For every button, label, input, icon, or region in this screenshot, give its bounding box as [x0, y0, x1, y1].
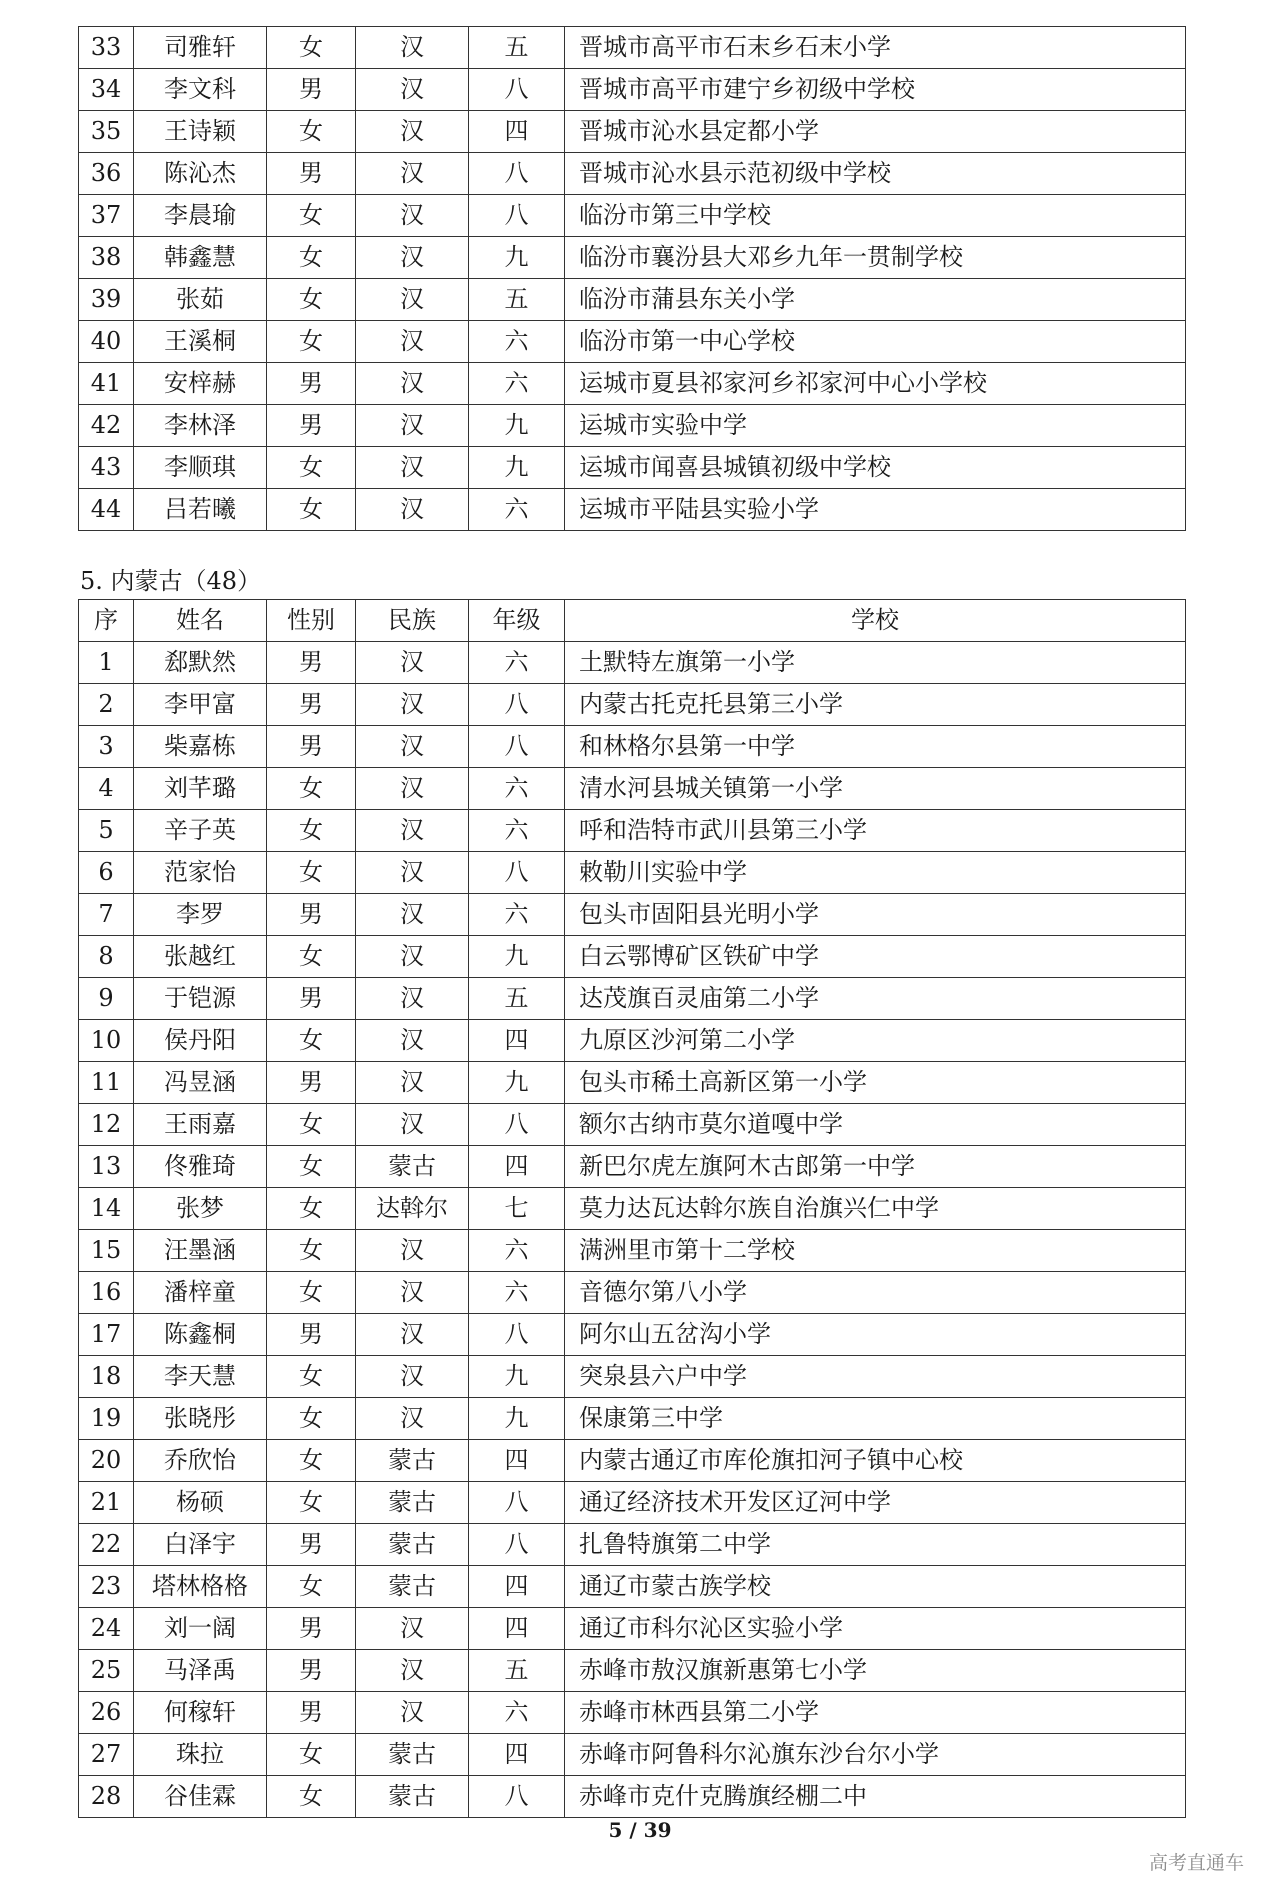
- cell-name: 塔林格格: [134, 1566, 267, 1608]
- table-row: [79, 1272, 1186, 1314]
- cell-gender: 女: [267, 1272, 356, 1314]
- cell-grade: 五: [469, 27, 565, 69]
- table-header-row: [79, 600, 1186, 642]
- cell-gender: 女: [267, 1188, 356, 1230]
- cell-name: 佟雅琦: [134, 1146, 267, 1188]
- cell-no: 10: [79, 1020, 134, 1062]
- table-row: [79, 153, 1186, 195]
- cell-grade: 四: [469, 1566, 565, 1608]
- cell-ethnicity: 汉: [356, 279, 469, 321]
- cell-name: 侯丹阳: [134, 1020, 267, 1062]
- cell-gender: 男: [267, 1692, 356, 1734]
- cell-name: 李甲富: [134, 684, 267, 726]
- cell-no: 24: [79, 1608, 134, 1650]
- cell-ethnicity: 汉: [356, 363, 469, 405]
- cell-name: 李文科: [134, 69, 267, 111]
- page-number: 5 / 39: [608, 1818, 672, 1842]
- cell-gender: 男: [267, 153, 356, 195]
- cell-gender: 女: [267, 1230, 356, 1272]
- cell-school: 运城市闻喜县城镇初级中学校: [565, 447, 1186, 489]
- cell-school: 白云鄂博矿区铁矿中学: [565, 936, 1186, 978]
- cell-name: 李天慧: [134, 1356, 267, 1398]
- table-row: [79, 1356, 1186, 1398]
- cell-gender: 女: [267, 1734, 356, 1776]
- cell-grade: 六: [469, 768, 565, 810]
- cell-grade: 八: [469, 684, 565, 726]
- cell-ethnicity: 汉: [356, 69, 469, 111]
- cell-gender: 男: [267, 363, 356, 405]
- table-row: [79, 1524, 1186, 1566]
- cell-gender: 男: [267, 684, 356, 726]
- cell-ethnicity: 汉: [356, 237, 469, 279]
- cell-no: 6: [79, 852, 134, 894]
- header-grade: 年级: [469, 600, 565, 642]
- cell-grade: 九: [469, 237, 565, 279]
- cell-name: 李晨瑜: [134, 195, 267, 237]
- cell-grade: 六: [469, 810, 565, 852]
- cell-no: 44: [79, 489, 134, 531]
- cell-no: 18: [79, 1356, 134, 1398]
- cell-school: 清水河县城关镇第一小学: [565, 768, 1186, 810]
- cell-name: 陈沁杰: [134, 153, 267, 195]
- cell-name: 何稼轩: [134, 1692, 267, 1734]
- cell-name: 张越红: [134, 936, 267, 978]
- cell-school: 赤峰市阿鲁科尔沁旗东沙台尔小学: [565, 1734, 1186, 1776]
- cell-name: 汪墨涵: [134, 1230, 267, 1272]
- header-name: 姓名: [134, 600, 267, 642]
- cell-grade: 四: [469, 1608, 565, 1650]
- table-row: [79, 237, 1186, 279]
- cell-school: 内蒙古通辽市库伦旗扣河子镇中心校: [565, 1440, 1186, 1482]
- cell-ethnicity: 蒙古: [356, 1524, 469, 1566]
- cell-ethnicity: 汉: [356, 1104, 469, 1146]
- cell-school: 赤峰市克什克腾旗经棚二中: [565, 1776, 1186, 1818]
- cell-ethnicity: 汉: [356, 936, 469, 978]
- cell-ethnicity: 汉: [356, 153, 469, 195]
- cell-name: 潘梓童: [134, 1272, 267, 1314]
- table-row: [79, 1398, 1186, 1440]
- cell-grade: 九: [469, 405, 565, 447]
- cell-ethnicity: 汉: [356, 894, 469, 936]
- cell-ethnicity: 汉: [356, 447, 469, 489]
- cell-school: 阿尔山五岔沟小学: [565, 1314, 1186, 1356]
- cell-gender: 女: [267, 852, 356, 894]
- cell-school: 敕勒川实验中学: [565, 852, 1186, 894]
- cell-no: 16: [79, 1272, 134, 1314]
- cell-ethnicity: 汉: [356, 27, 469, 69]
- cell-grade: 九: [469, 1356, 565, 1398]
- cell-name: 韩鑫慧: [134, 237, 267, 279]
- table-row: [79, 810, 1186, 852]
- cell-ethnicity: 汉: [356, 768, 469, 810]
- cell-no: 1: [79, 642, 134, 684]
- cell-grade: 八: [469, 1104, 565, 1146]
- cell-ethnicity: 蒙古: [356, 1146, 469, 1188]
- cell-name: 张梦: [134, 1188, 267, 1230]
- table-row: [79, 1188, 1186, 1230]
- cell-grade: 六: [469, 1230, 565, 1272]
- cell-school: 包头市固阳县光明小学: [565, 894, 1186, 936]
- cell-no: 3: [79, 726, 134, 768]
- cell-school: 晋城市高平市石末乡石末小学: [565, 27, 1186, 69]
- cell-no: 20: [79, 1440, 134, 1482]
- cell-no: 35: [79, 111, 134, 153]
- cell-name: 张晓彤: [134, 1398, 267, 1440]
- table-row: [79, 1020, 1186, 1062]
- cell-school: 扎鲁特旗第二中学: [565, 1524, 1186, 1566]
- cell-gender: 男: [267, 1062, 356, 1104]
- cell-grade: 六: [469, 1692, 565, 1734]
- cell-school: 和林格尔县第一中学: [565, 726, 1186, 768]
- cell-ethnicity: 汉: [356, 1314, 469, 1356]
- cell-name: 安梓赫: [134, 363, 267, 405]
- cell-gender: 男: [267, 894, 356, 936]
- cell-grade: 四: [469, 111, 565, 153]
- cell-ethnicity: 达斡尔: [356, 1188, 469, 1230]
- cell-school: 临汾市第三中学校: [565, 195, 1186, 237]
- cell-name: 白泽宇: [134, 1524, 267, 1566]
- cell-grade: 六: [469, 642, 565, 684]
- cell-ethnicity: 蒙古: [356, 1566, 469, 1608]
- cell-ethnicity: 蒙古: [356, 1482, 469, 1524]
- table-row: [79, 1062, 1186, 1104]
- cell-school: 满洲里市第十二学校: [565, 1230, 1186, 1272]
- student-table-continued: [78, 26, 1186, 531]
- cell-gender: 女: [267, 810, 356, 852]
- cell-gender: 女: [267, 1776, 356, 1818]
- cell-ethnicity: 汉: [356, 642, 469, 684]
- cell-ethnicity: 汉: [356, 1692, 469, 1734]
- cell-gender: 男: [267, 1524, 356, 1566]
- cell-no: 34: [79, 69, 134, 111]
- cell-school: 内蒙古托克托县第三小学: [565, 684, 1186, 726]
- cell-name: 珠拉: [134, 1734, 267, 1776]
- cell-gender: 女: [267, 489, 356, 531]
- cell-name: 冯昱涵: [134, 1062, 267, 1104]
- cell-grade: 五: [469, 279, 565, 321]
- header-school: 学校: [565, 600, 1186, 642]
- cell-school: 土默特左旗第一小学: [565, 642, 1186, 684]
- cell-school: 包头市稀土高新区第一小学: [565, 1062, 1186, 1104]
- cell-no: 38: [79, 237, 134, 279]
- cell-no: 12: [79, 1104, 134, 1146]
- table-row: [79, 489, 1186, 531]
- cell-gender: 女: [267, 1566, 356, 1608]
- cell-grade: 六: [469, 1272, 565, 1314]
- cell-ethnicity: 汉: [356, 1272, 469, 1314]
- cell-name: 王溪桐: [134, 321, 267, 363]
- cell-no: 4: [79, 768, 134, 810]
- cell-school: 通辽市科尔沁区实验小学: [565, 1608, 1186, 1650]
- cell-no: 39: [79, 279, 134, 321]
- cell-grade: 四: [469, 1146, 565, 1188]
- cell-school: 运城市实验中学: [565, 405, 1186, 447]
- cell-school: 临汾市蒲县东关小学: [565, 279, 1186, 321]
- cell-gender: 男: [267, 69, 356, 111]
- cell-grade: 九: [469, 936, 565, 978]
- table-row: [79, 1650, 1186, 1692]
- cell-grade: 八: [469, 1524, 565, 1566]
- table-row: [79, 1692, 1186, 1734]
- cell-no: 15: [79, 1230, 134, 1272]
- cell-gender: 女: [267, 447, 356, 489]
- table-row: [79, 768, 1186, 810]
- cell-school: 呼和浩特市武川县第三小学: [565, 810, 1186, 852]
- cell-no: 5: [79, 810, 134, 852]
- cell-ethnicity: 汉: [356, 1062, 469, 1104]
- cell-ethnicity: 汉: [356, 195, 469, 237]
- table-row: [79, 1230, 1186, 1272]
- cell-school: 新巴尔虎左旗阿木古郎第一中学: [565, 1146, 1186, 1188]
- cell-gender: 女: [267, 1398, 356, 1440]
- cell-school: 晋城市沁水县定都小学: [565, 111, 1186, 153]
- cell-ethnicity: 蒙古: [356, 1776, 469, 1818]
- table-row: [79, 195, 1186, 237]
- cell-name: 李罗: [134, 894, 267, 936]
- cell-gender: 女: [267, 1146, 356, 1188]
- cell-gender: 女: [267, 1482, 356, 1524]
- cell-grade: 六: [469, 489, 565, 531]
- cell-no: 8: [79, 936, 134, 978]
- cell-no: 28: [79, 1776, 134, 1818]
- cell-ethnicity: 汉: [356, 1398, 469, 1440]
- cell-school: 九原区沙河第二小学: [565, 1020, 1186, 1062]
- cell-gender: 女: [267, 279, 356, 321]
- cell-grade: 八: [469, 1482, 565, 1524]
- cell-school: 音德尔第八小学: [565, 1272, 1186, 1314]
- cell-ethnicity: 汉: [356, 684, 469, 726]
- cell-ethnicity: 汉: [356, 726, 469, 768]
- cell-school: 达茂旗百灵庙第二小学: [565, 978, 1186, 1020]
- cell-grade: 八: [469, 195, 565, 237]
- cell-ethnicity: 汉: [356, 852, 469, 894]
- cell-name: 杨硕: [134, 1482, 267, 1524]
- table-row: [79, 726, 1186, 768]
- table-row: [79, 684, 1186, 726]
- cell-gender: 女: [267, 1104, 356, 1146]
- cell-name: 李林泽: [134, 405, 267, 447]
- student-table-inner-mongolia: [78, 599, 1186, 1818]
- cell-grade: 九: [469, 447, 565, 489]
- cell-ethnicity: 汉: [356, 111, 469, 153]
- cell-gender: 男: [267, 978, 356, 1020]
- table-row: [79, 405, 1186, 447]
- table-row: [79, 1440, 1186, 1482]
- table-row: [79, 978, 1186, 1020]
- cell-no: 7: [79, 894, 134, 936]
- cell-gender: 女: [267, 111, 356, 153]
- cell-name: 刘一阔: [134, 1608, 267, 1650]
- cell-name: 马泽禹: [134, 1650, 267, 1692]
- cell-name: 刘芊璐: [134, 768, 267, 810]
- cell-gender: 女: [267, 27, 356, 69]
- cell-grade: 五: [469, 1650, 565, 1692]
- cell-ethnicity: 汉: [356, 1650, 469, 1692]
- cell-ethnicity: 汉: [356, 405, 469, 447]
- cell-gender: 女: [267, 1440, 356, 1482]
- cell-grade: 九: [469, 1062, 565, 1104]
- cell-ethnicity: 汉: [356, 810, 469, 852]
- cell-grade: 六: [469, 894, 565, 936]
- cell-no: 9: [79, 978, 134, 1020]
- table-row: [79, 1776, 1186, 1818]
- cell-grade: 八: [469, 1314, 565, 1356]
- table-row: [79, 321, 1186, 363]
- cell-name: 王诗颖: [134, 111, 267, 153]
- cell-ethnicity: 汉: [356, 978, 469, 1020]
- cell-ethnicity: 汉: [356, 489, 469, 531]
- cell-grade: 七: [469, 1188, 565, 1230]
- table-row: [79, 1146, 1186, 1188]
- cell-ethnicity: 汉: [356, 1020, 469, 1062]
- table-row: [79, 936, 1186, 978]
- cell-name: 王雨嘉: [134, 1104, 267, 1146]
- cell-no: 40: [79, 321, 134, 363]
- cell-gender: 男: [267, 1650, 356, 1692]
- cell-school: 赤峰市林西县第二小学: [565, 1692, 1186, 1734]
- cell-no: 22: [79, 1524, 134, 1566]
- cell-ethnicity: 蒙古: [356, 1440, 469, 1482]
- cell-school: 运城市夏县祁家河乡祁家河中心小学校: [565, 363, 1186, 405]
- table-row: [79, 1734, 1186, 1776]
- cell-no: 37: [79, 195, 134, 237]
- cell-gender: 男: [267, 405, 356, 447]
- cell-name: 乔欣怡: [134, 1440, 267, 1482]
- table-row: [79, 894, 1186, 936]
- cell-gender: 女: [267, 768, 356, 810]
- cell-school: 莫力达瓦达斡尔族自治旗兴仁中学: [565, 1188, 1186, 1230]
- cell-no: 36: [79, 153, 134, 195]
- cell-no: 13: [79, 1146, 134, 1188]
- watermark: 高考直通车: [1148, 1852, 1244, 1874]
- section-title: 5. 内蒙古（48）: [80, 567, 262, 595]
- cell-name: 郄默然: [134, 642, 267, 684]
- cell-school: 额尔古纳市莫尔道嘎中学: [565, 1104, 1186, 1146]
- cell-grade: 八: [469, 1776, 565, 1818]
- table-row: [79, 642, 1186, 684]
- table-row: [79, 27, 1186, 69]
- cell-name: 李顺琪: [134, 447, 267, 489]
- cell-school: 保康第三中学: [565, 1398, 1186, 1440]
- cell-grade: 五: [469, 978, 565, 1020]
- cell-gender: 女: [267, 936, 356, 978]
- cell-no: 21: [79, 1482, 134, 1524]
- cell-ethnicity: 汉: [356, 1608, 469, 1650]
- cell-name: 张茹: [134, 279, 267, 321]
- cell-no: 41: [79, 363, 134, 405]
- cell-name: 范家怡: [134, 852, 267, 894]
- cell-school: 通辽经济技术开发区辽河中学: [565, 1482, 1186, 1524]
- cell-no: 19: [79, 1398, 134, 1440]
- cell-grade: 四: [469, 1734, 565, 1776]
- cell-no: 33: [79, 27, 134, 69]
- cell-grade: 四: [469, 1440, 565, 1482]
- cell-no: 23: [79, 1566, 134, 1608]
- cell-ethnicity: 汉: [356, 1230, 469, 1272]
- cell-name: 吕若曦: [134, 489, 267, 531]
- cell-gender: 女: [267, 237, 356, 279]
- cell-grade: 八: [469, 69, 565, 111]
- cell-no: 17: [79, 1314, 134, 1356]
- cell-no: 25: [79, 1650, 134, 1692]
- table-row: [79, 363, 1186, 405]
- cell-name: 辛子英: [134, 810, 267, 852]
- cell-gender: 男: [267, 1608, 356, 1650]
- cell-school: 临汾市第一中心学校: [565, 321, 1186, 363]
- cell-grade: 八: [469, 726, 565, 768]
- cell-grade: 八: [469, 852, 565, 894]
- cell-school: 通辽市蒙古族学校: [565, 1566, 1186, 1608]
- table-row: [79, 1608, 1186, 1650]
- table-row: [79, 1314, 1186, 1356]
- cell-gender: 女: [267, 321, 356, 363]
- table-row: [79, 852, 1186, 894]
- cell-ethnicity: 汉: [356, 1356, 469, 1398]
- cell-name: 谷佳霖: [134, 1776, 267, 1818]
- header-no: 序: [79, 600, 134, 642]
- cell-no: 27: [79, 1734, 134, 1776]
- table-row: [79, 69, 1186, 111]
- cell-no: 43: [79, 447, 134, 489]
- header-gender: 性别: [267, 600, 356, 642]
- cell-grade: 四: [469, 1020, 565, 1062]
- cell-school: 运城市平陆县实验小学: [565, 489, 1186, 531]
- cell-ethnicity: 汉: [356, 321, 469, 363]
- cell-name: 陈鑫桐: [134, 1314, 267, 1356]
- cell-grade: 六: [469, 321, 565, 363]
- table-row: [79, 1104, 1186, 1146]
- table-row: [79, 447, 1186, 489]
- cell-gender: 女: [267, 1356, 356, 1398]
- cell-no: 14: [79, 1188, 134, 1230]
- cell-name: 于铠源: [134, 978, 267, 1020]
- cell-no: 26: [79, 1692, 134, 1734]
- table-row: [79, 1566, 1186, 1608]
- cell-school: 赤峰市敖汉旗新惠第七小学: [565, 1650, 1186, 1692]
- table-row: [79, 111, 1186, 153]
- cell-no: 42: [79, 405, 134, 447]
- cell-grade: 九: [469, 1398, 565, 1440]
- cell-gender: 男: [267, 1314, 356, 1356]
- cell-gender: 男: [267, 726, 356, 768]
- table-row: [79, 279, 1186, 321]
- cell-no: 2: [79, 684, 134, 726]
- cell-gender: 女: [267, 1020, 356, 1062]
- cell-ethnicity: 蒙古: [356, 1734, 469, 1776]
- header-ethnicity: 民族: [356, 600, 469, 642]
- cell-grade: 八: [469, 153, 565, 195]
- cell-gender: 女: [267, 195, 356, 237]
- cell-gender: 男: [267, 642, 356, 684]
- cell-no: 11: [79, 1062, 134, 1104]
- cell-school: 晋城市高平市建宁乡初级中学校: [565, 69, 1186, 111]
- table-row: [79, 1482, 1186, 1524]
- cell-school: 突泉县六户中学: [565, 1356, 1186, 1398]
- cell-name: 柴嘉栋: [134, 726, 267, 768]
- cell-school: 晋城市沁水县示范初级中学校: [565, 153, 1186, 195]
- cell-grade: 六: [469, 363, 565, 405]
- cell-name: 司雅轩: [134, 27, 267, 69]
- cell-school: 临汾市襄汾县大邓乡九年一贯制学校: [565, 237, 1186, 279]
